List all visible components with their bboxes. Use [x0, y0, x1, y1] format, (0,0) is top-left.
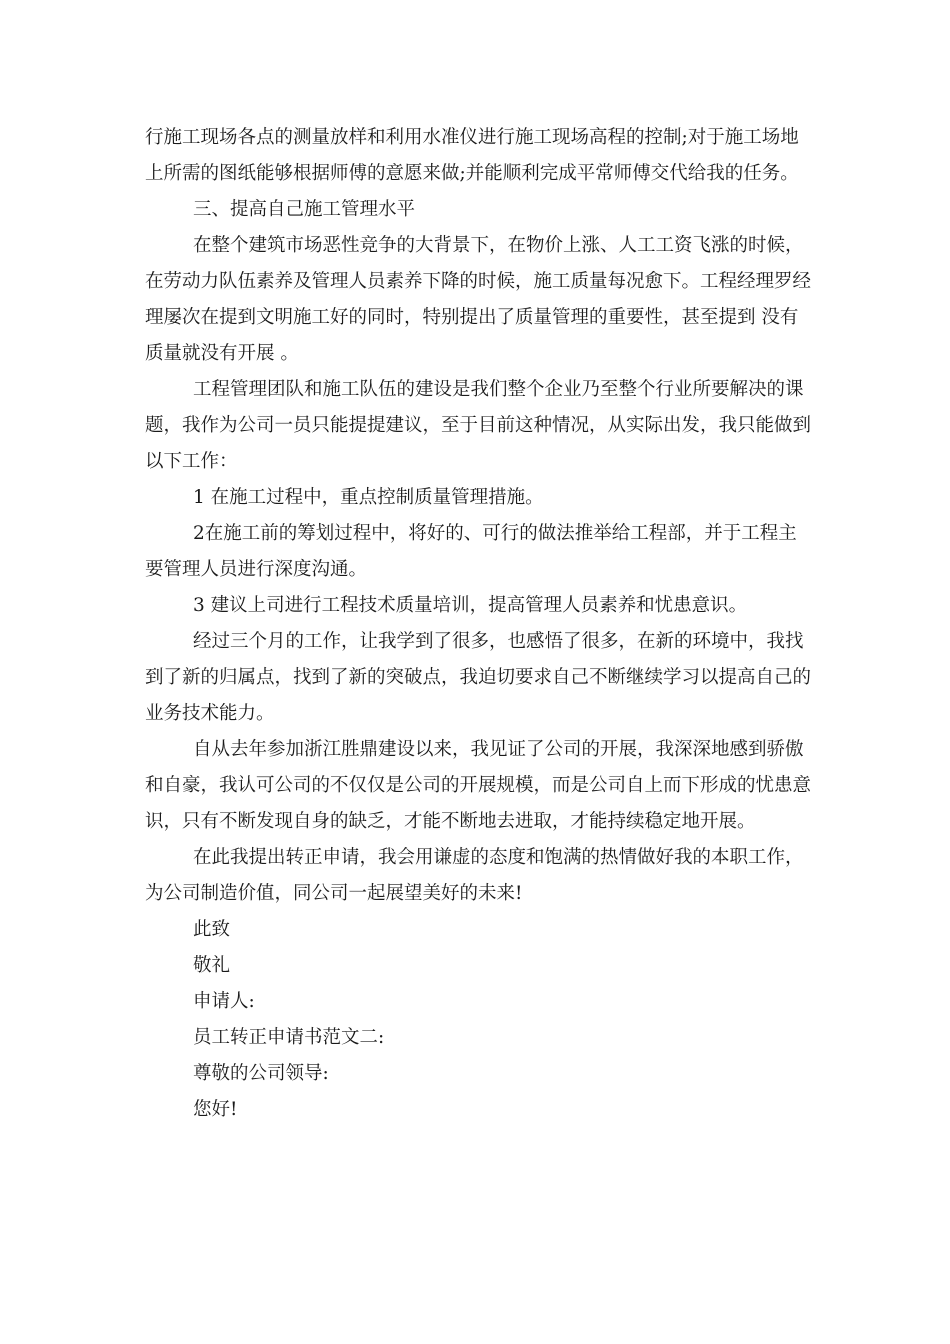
- paragraph: 自从去年参加浙江胜鼎建设以来，我见证了公司的开展，我深深地感到骄傲和自豪，我认可公司的不仅仅是公司的开展规模，而是公司自上而下形成的忧患意识，只有不断发现自身的缺乏，才能不断地去进取，才能持续稳定地开展。: [145, 739, 812, 832]
- closing-line: 敬礼: [193, 955, 231, 976]
- document-body: [145, 120, 813, 1128]
- closing-line: 此致: [193, 919, 231, 940]
- list-item: 2在施工前的筹划过程中，将好的、可行的做法推举给工程部，并于工程主要管理人员进行深度沟通。: [145, 523, 797, 580]
- section-heading: 三、提高自己施工管理水平: [193, 199, 416, 220]
- list-item: 3 建议上司进行工程技术质量培训，提高管理人员素养和忧患意识。: [193, 595, 748, 616]
- paragraph: 在此我提出转正申请，我会用谦虚的态度和饱满的热情做好我的本职工作，为公司制造价值，同公司一起展望美好的未来!: [145, 847, 804, 904]
- list-item: 1 在施工过程中，重点控制质量管理措施。: [193, 487, 544, 508]
- greeting: 您好!: [193, 1099, 238, 1120]
- paragraph: 经过三个月的工作，让我学到了很多，也感悟了很多，在新的环境中，我找到了新的归属点，找到了新的突破点，我迫切要求自己不断继续学习以提高自己的业务技术能力。: [145, 631, 812, 724]
- salutation: 尊敬的公司领导:: [193, 1063, 329, 1084]
- paragraph: 工程管理团队和施工队伍的建设是我们整个企业乃至整个行业所要解决的课题，我作为公司一员只能提提建议，至于目前这种情况，从实际出发，我只能做到以下工作：: [145, 379, 812, 472]
- paragraph: 在整个建筑市场恶性竞争的大背景下，在物价上涨、人工工资飞涨的时候，在劳动力队伍素养及管理人员素养下降的时候，施工质量每况愈下。工程经理罗经理屡次在提到文明施工好的同时，特别提出了质量管理的重要性，甚至提到 没有质量就没有开展 。: [145, 235, 812, 364]
- paragraph-continuation: 行施工现场各点的测量放样和利用水准仪进行施工现场高程的控制;对于施工场地上所需的图纸能够根据师傅的意愿来做;并能顺利完成平常师傅交代给我的任务。: [145, 127, 799, 184]
- applicant-label: 申请人:: [193, 991, 255, 1012]
- section-title: 员工转正申请书范文二:: [193, 1027, 385, 1048]
